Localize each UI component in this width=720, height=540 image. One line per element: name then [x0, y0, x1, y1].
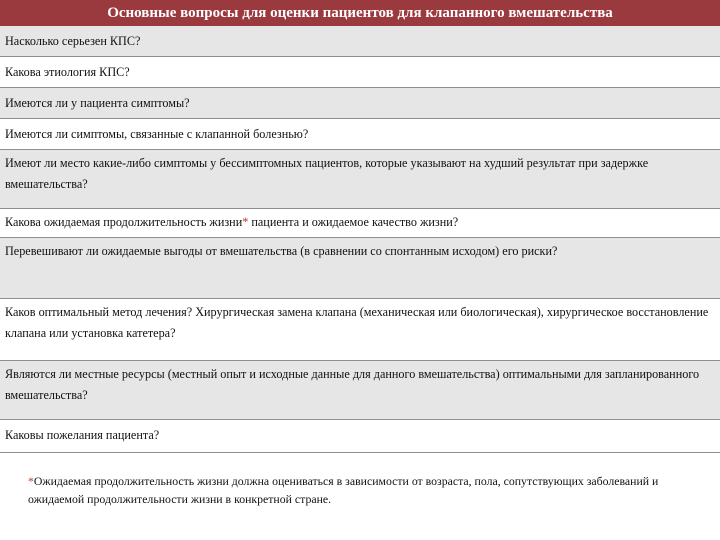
- row-text: Каковы пожелания пациента?: [5, 428, 160, 442]
- footnote: [0, 464, 720, 540]
- row-text-end: пациента и ожидаемое качество жизни?: [248, 215, 459, 229]
- table-row: [0, 361, 720, 420]
- table-row: [0, 150, 720, 209]
- row-text: Являются ли местные ресурсы (местный опыт и исходные данные для данного вмешательства) оптимальными для запланированного вмешательства?: [5, 367, 700, 402]
- row-text-start: Какова ожидаемая продолжительность жизни: [5, 215, 243, 229]
- row-text: Какова этиология КПС?: [5, 65, 130, 79]
- table-row: [0, 119, 720, 150]
- table-row: [0, 299, 720, 361]
- row-text: Имеют ли место какие-либо симптомы у бессимптомных пациентов, которые указывают на худший результат при задержке вмешательства?: [5, 156, 649, 191]
- questions-table: [0, 26, 720, 453]
- table-header: [0, 0, 720, 27]
- row-text: Перевешивают ли ожидаемые выгоды от вмешательства (в сравнении со спонтанным исходом) его риски?: [5, 244, 558, 258]
- table-row: [0, 209, 720, 238]
- table-row: [0, 26, 720, 57]
- footnote-text: Ожидаемая продолжительность жизни должна оцениваться в зависимости от возраста, пола, сопутствующих заболеваний и ожидаемой продолжительности жизни в конкретной стране.: [28, 474, 659, 506]
- row-text: Каков оптимальный метод лечения? Хирургическая замена клапана (механическая или биологическая), хирургическое восстановление клапана или установка катетера?: [5, 305, 709, 340]
- table-title: Основные вопросы для оценки пациентов для клапанного вмешательства: [107, 4, 613, 21]
- row-text: Имеются ли у пациента симптомы?: [5, 96, 190, 110]
- row-text: Насколько серьезен КПС?: [5, 34, 141, 48]
- table-row: [0, 238, 720, 299]
- row-text: Имеются ли симптомы, связанные с клапанной болезнью?: [5, 127, 309, 141]
- table-row: [0, 57, 720, 88]
- table-row: [0, 420, 720, 453]
- footnote-marker: *: [242, 215, 249, 229]
- footnote-star: *: [28, 474, 34, 488]
- table-row: [0, 88, 720, 119]
